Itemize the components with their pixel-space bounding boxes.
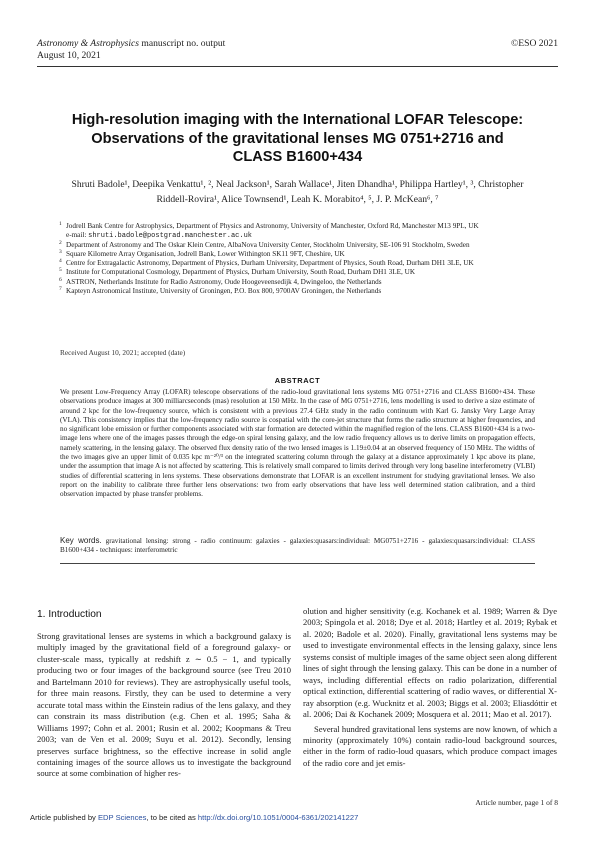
abstract-heading: ABSTRACT [274,376,321,385]
section-heading: 1. Introduction [37,609,102,620]
header-rule [37,66,558,67]
affiliation-text: Jodrell Bank Centre for Astrophysics, Department of Physics and Astronomy, University of Manchester, Oxford Rd, Manchester M13 9PL, UK [66,222,479,230]
affiliation-number: 4 [59,258,62,265]
abstract-text: We present Low-Frequency Array (LOFAR) telescope observations of the radio-loud gravitational lens systems MG 0751+2716 and CLASS B1600+434. These observations produce images at 300 milliarcseconds (mas) resolution at 150 MHz. In the case of MG 0751+2716, lens modelling is used to derive a size estimate of around 2 kpc for the low-frequency source, which is consistent with a previous 27.4 GHz study in the radio continuum with Karl G. Jansky Very Large Array (VLA). This consistency implies that the low-frequency radio source is cospatial with the core-jet structure that forms the radio structure at higher frequencies, and no significant lobe emission or further components associated with star formation are detected within the magnified region of the lens. CLASS B1600+434 is a two-image lens where one of the images passes through the edge-on spiral lensing galaxy, and the low radio frequency allows us to derive limits on propagation effects, namely scattering, in the lensing galaxy. The observed flux density ratio of the two lensed images is 1.19±0.04 at an observed frequency of 150 MHz. The widths of the two images give an upper limit of 0.035 kpc m⁻²⁰/³ on the integrated scattering column through the galaxy at a distance approximately 1 kpc above its plane, under the assumption that image A is not affected by scattering. This is relatively small compared to limits derived through very long baseline interferometry (VLBI) studies of differential scattering in lens systems. These observations demonstrate that LOFAR is an excellent instrument for studying gravitational lenses. We also report on the inability to calibrate three further lens observations: two from early observations that have less well determined station calibration, and a third observation impacted by phase transfer problems. [60,388,535,499]
header-date: August 10, 2021 [37,50,101,61]
manuscript-label: manuscript no. output [141,38,226,49]
affiliation-1 [60,222,558,241]
running-header [37,38,225,50]
copyright-notice: ©ESO 2021 [511,38,558,49]
affiliation-list [60,222,558,296]
journal-name: Astronomy & Astrophysics [37,38,139,49]
affiliation-2 [60,241,558,250]
author-list [37,178,558,207]
footer-prefix: Article published by [30,813,96,822]
doi-link[interactable]: http://dx.doi.org/10.1051/0004-6361/202141227 [197,813,359,822]
right-column [303,606,557,769]
title-line-3: CLASS B1600+434 [232,149,363,165]
abstract-rule [60,563,535,564]
affiliation-4 [60,259,558,268]
left-column [37,631,291,780]
affiliation-5 [60,268,558,277]
affiliation-text: Square Kilometre Array Organisation, Jodrell Bank, Lower Withington SK11 9FT, Cheshire, UK [66,250,345,259]
affiliation-text: Institute for Computational Cosmology, Department of Physics, Durham University, South Road, Durham DH1 3LE, UK [66,268,416,277]
affiliation-number: 6 [59,276,62,283]
keywords-text: gravitational lensing: strong - radio continuum: galaxies - galaxies:quasars:individual: MG0751+2716 - galaxies:quasars:individual: CLASS B1600+434 - techniques: interferometric [60,537,535,555]
affiliation-number: 3 [59,249,62,256]
affiliation-number: 1 [59,221,62,227]
footer-middle: , to be cited as [146,813,196,822]
affiliation-3 [60,250,558,259]
keywords [60,536,535,556]
affiliation-number: 2 [59,240,62,247]
paper-title [30,111,565,167]
intro-paragraph-2: Several hundred gravitational lens systems are now known, of which a minority (approximately 10%) contain radio-loud background sources, either in the form of radio-loud quasars, which produce compact images of the radio core and jet emis- [303,723,557,768]
keywords-label: Key words. [60,536,102,545]
intro-paragraph-1-continued: olution and higher sensitivity (e.g. Kochanek et al. 1989; Warren & Dye 2003; Spingola et al. 2018; Dye et al. 2018; Hartley et al. 2019; Rybak et al. 2020; Badole et al. 2020). Finally, gravitational lens systems may be used to investigate environmental effects in the lensing galaxy, since lens systems consist of multiple images of the same object seen along different lines of sight through the lensing galaxy. This can be done in a number of ways, including differential effects on radio polarization, differential optical extinction, differential scattering of radio waves, or differential X-ray absorption (e.g. Wucknitz et al. 2003; Biggs et al. 2003; Eliasdóttir et al. 2006; Dai & Kochanek 2009; Mosquera et al. 2011; Mao et al. 2017). [303,606,557,720]
title-line-1: High-resolution imaging with the International LOFAR Telescope: [71,112,524,128]
intro-paragraph-1: Strong gravitational lenses are systems in which a background galaxy is multiply imaged by the gravitational field of a foreground galaxy- or cluster-scale mass, typically at redshift z ∼ 0.5 − 1, and typically producing two or four images of the background source (see Treu 2010 and Bartelmann 2010 for reviews). They are astrophysically useful tools, for three main reasons. Firstly, they can be used to determine a very accurate total mass within the Einstein radius of the lens galaxy, and they can constrain its mass distribution (e.g. Chen et al. 1995; Saha & Williams 1997; Cohn et al. 2001; Rusin et al. 2002; Koopmans & Treu 2003; van de Ven et al. 2009; Suyu et al. 2012). Secondly, lensing preserves surface brightness, so the effective increase in solid angle containing images of the source allows us to investigate the background source at some combination of higher res- [37,631,291,779]
title-line-2: Observations of the gravitational lenses MG 0751+2716 and [91,130,504,147]
affiliation-number: 7 [59,285,62,292]
page-number: Article number, page 1 of 8 [475,798,558,807]
affiliation-6 [60,278,558,287]
received-date: Received August 10, 2021; accepted (date) [60,348,186,357]
affiliation-text: ASTRON, Netherlands Institute for Radio Astronomy, Oude Hoogeveensedijk 4, Dwingeloo, the Netherlands [66,277,382,286]
affiliation-text: Centre for Extragalactic Astronomy, Department of Physics, Durham University, Department of Physics, South Road, Durham DH1 3LE, UK [66,259,474,268]
affiliation-number: 5 [59,267,62,274]
publication-footer [30,813,358,822]
publisher-link[interactable]: EDP Sciences [97,813,147,822]
author-line-2: Riddell-Rovira¹, Alice Townsend¹, Leah K. Morabito⁴, ⁵, J. P. McKean⁶, ⁷ [156,193,439,205]
author-line-1: Shruti Badole¹, Deepika Venkattu¹, ², Neal Jackson¹, Sarah Wallace¹, Jiten Dhandha¹, Philippa Hartley¹, ³, Christopher [71,179,524,190]
author-email-link[interactable]: shruti.badole@postgrad.manchester.ac.uk [88,232,252,241]
affiliation-text: Kapteyn Astronomical Institute, University of Groningen, P.O. Box 800, 9700AV Groningen, the Netherlands [66,286,382,295]
affiliation-7 [60,287,558,296]
affiliation-text: Department of Astronomy and The Oskar Klein Centre, AlbaNova University Center, Stockholm University, SE-106 91 Stockholm, Sweden [66,241,470,250]
email-label: e-mail: [66,231,87,240]
